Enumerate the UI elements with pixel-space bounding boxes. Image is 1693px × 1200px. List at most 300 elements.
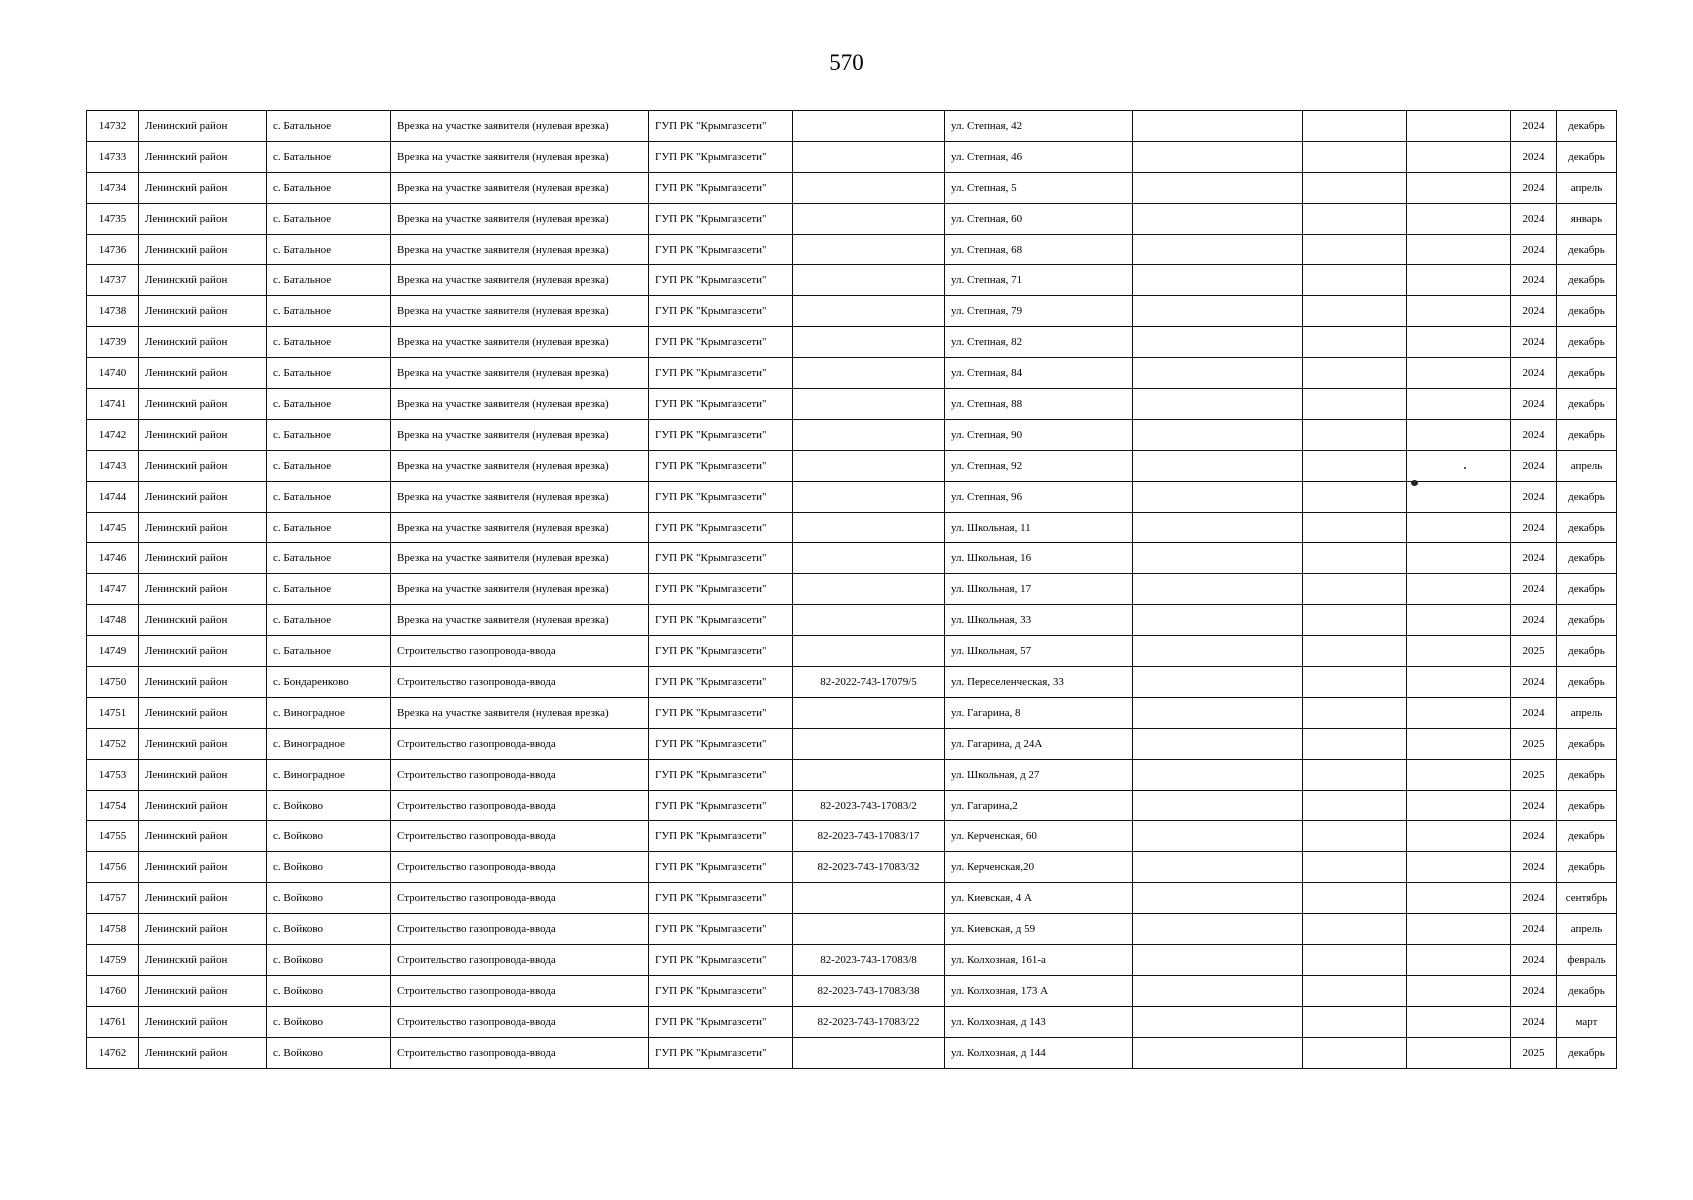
- cell-empty: [1407, 1037, 1511, 1068]
- cell-number: 14747: [87, 574, 139, 605]
- cell-district: Ленинский район: [139, 605, 267, 636]
- cell-registry-code: [793, 1037, 945, 1068]
- cell-work-type: Врезка на участке заявителя (нулевая врезка): [391, 543, 649, 574]
- cell-address: ул. Степная, 90: [945, 419, 1133, 450]
- cell-empty: [1133, 728, 1303, 759]
- cell-number: 14751: [87, 697, 139, 728]
- cell-number: 14760: [87, 975, 139, 1006]
- cell-empty: [1407, 265, 1511, 296]
- cell-district: Ленинский район: [139, 914, 267, 945]
- cell-empty: [1303, 358, 1407, 389]
- cell-empty: [1407, 543, 1511, 574]
- cell-empty: [1133, 512, 1303, 543]
- cell-registry-code: 82-2023-743-17083/38: [793, 975, 945, 1006]
- cell-address: ул. Школьная, 17: [945, 574, 1133, 605]
- cell-address: ул. Степная, 88: [945, 389, 1133, 420]
- cell-empty: [1303, 790, 1407, 821]
- cell-month: сентябрь: [1557, 883, 1617, 914]
- cell-month: декабрь: [1557, 605, 1617, 636]
- cell-district: Ленинский район: [139, 759, 267, 790]
- cell-organization: ГУП РК "Крымгазсети": [649, 914, 793, 945]
- cell-district: Ленинский район: [139, 852, 267, 883]
- cell-work-type: Строительство газопровода-ввода: [391, 945, 649, 976]
- cell-empty: [1407, 945, 1511, 976]
- cell-empty: [1407, 852, 1511, 883]
- cell-number: 14759: [87, 945, 139, 976]
- cell-empty: [1303, 728, 1407, 759]
- cell-empty: [1407, 914, 1511, 945]
- cell-empty: [1303, 327, 1407, 358]
- cell-number: 14733: [87, 141, 139, 172]
- cell-empty: [1133, 790, 1303, 821]
- cell-organization: ГУП РК "Крымгазсети": [649, 111, 793, 142]
- table-row: [87, 759, 1617, 790]
- cell-empty: [1407, 481, 1511, 512]
- cell-month: апрель: [1557, 172, 1617, 203]
- cell-number: 14761: [87, 1006, 139, 1037]
- cell-month: декабрь: [1557, 636, 1617, 667]
- cell-year: 2024: [1511, 975, 1557, 1006]
- cell-year: 2024: [1511, 790, 1557, 821]
- cell-month: декабрь: [1557, 358, 1617, 389]
- table-row: [87, 605, 1617, 636]
- cell-empty: [1133, 821, 1303, 852]
- page-number: 570: [829, 50, 864, 75]
- cell-address: ул. Степная, 60: [945, 203, 1133, 234]
- cell-empty: [1407, 1006, 1511, 1037]
- table-row: [87, 574, 1617, 605]
- cell-empty: [1303, 481, 1407, 512]
- cell-year: 2024: [1511, 914, 1557, 945]
- cell-district: Ленинский район: [139, 728, 267, 759]
- cell-number: 14740: [87, 358, 139, 389]
- cell-settlement: с. Войково: [267, 975, 391, 1006]
- cell-number: 14735: [87, 203, 139, 234]
- cell-empty: [1407, 450, 1511, 481]
- cell-work-type: Строительство газопровода-ввода: [391, 852, 649, 883]
- cell-month: декабрь: [1557, 1037, 1617, 1068]
- cell-address: ул. Киевская, д 59: [945, 914, 1133, 945]
- cell-registry-code: [793, 358, 945, 389]
- cell-number: 14734: [87, 172, 139, 203]
- cell-number: 14732: [87, 111, 139, 142]
- cell-year: 2024: [1511, 852, 1557, 883]
- cell-district: Ленинский район: [139, 975, 267, 1006]
- cell-year: 2025: [1511, 636, 1557, 667]
- cell-registry-code: [793, 296, 945, 327]
- cell-registry-code: [793, 141, 945, 172]
- table-row: [87, 203, 1617, 234]
- cell-number: 14762: [87, 1037, 139, 1068]
- cell-month: декабрь: [1557, 265, 1617, 296]
- cell-month: декабрь: [1557, 852, 1617, 883]
- cell-empty: [1303, 234, 1407, 265]
- cell-registry-code: [793, 419, 945, 450]
- cell-address: ул. Степная, 5: [945, 172, 1133, 203]
- cell-organization: ГУП РК "Крымгазсети": [649, 543, 793, 574]
- cell-year: 2025: [1511, 759, 1557, 790]
- cell-empty: [1407, 605, 1511, 636]
- cell-district: Ленинский район: [139, 327, 267, 358]
- cell-organization: ГУП РК "Крымгазсети": [649, 296, 793, 327]
- cell-settlement: с. Войково: [267, 790, 391, 821]
- table-row: [87, 419, 1617, 450]
- cell-organization: ГУП РК "Крымгазсети": [649, 327, 793, 358]
- cell-organization: ГУП РК "Крымгазсети": [649, 667, 793, 698]
- cell-registry-code: [793, 914, 945, 945]
- cell-district: Ленинский район: [139, 234, 267, 265]
- cell-month: январь: [1557, 203, 1617, 234]
- cell-empty: [1133, 543, 1303, 574]
- table-row: [87, 512, 1617, 543]
- cell-address: ул. Степная, 68: [945, 234, 1133, 265]
- cell-empty: [1133, 296, 1303, 327]
- cell-organization: ГУП РК "Крымгазсети": [649, 636, 793, 667]
- cell-month: март: [1557, 1006, 1617, 1037]
- cell-settlement: с. Батальное: [267, 512, 391, 543]
- cell-number: 14749: [87, 636, 139, 667]
- cell-district: Ленинский район: [139, 945, 267, 976]
- table-body: [87, 111, 1617, 1069]
- cell-address: ул. Школьная, 33: [945, 605, 1133, 636]
- cell-organization: ГУП РК "Крымгазсети": [649, 234, 793, 265]
- cell-work-type: Врезка на участке заявителя (нулевая врезка): [391, 141, 649, 172]
- cell-district: Ленинский район: [139, 574, 267, 605]
- cell-number: 14742: [87, 419, 139, 450]
- cell-month: декабрь: [1557, 296, 1617, 327]
- cell-settlement: с. Войково: [267, 852, 391, 883]
- cell-year: 2024: [1511, 574, 1557, 605]
- table-row: [87, 821, 1617, 852]
- cell-registry-code: 82-2023-743-17083/32: [793, 852, 945, 883]
- cell-settlement: с. Виноградное: [267, 728, 391, 759]
- cell-month: декабрь: [1557, 728, 1617, 759]
- cell-organization: ГУП РК "Крымгазсети": [649, 852, 793, 883]
- cell-district: Ленинский район: [139, 419, 267, 450]
- cell-settlement: с. Батальное: [267, 389, 391, 420]
- cell-empty: [1133, 234, 1303, 265]
- cell-work-type: Врезка на участке заявителя (нулевая врезка): [391, 389, 649, 420]
- cell-empty: [1407, 172, 1511, 203]
- cell-settlement: с. Батальное: [267, 419, 391, 450]
- table-row: [87, 852, 1617, 883]
- cell-settlement: с. Батальное: [267, 141, 391, 172]
- cell-month: декабрь: [1557, 790, 1617, 821]
- cell-registry-code: [793, 574, 945, 605]
- cell-district: Ленинский район: [139, 450, 267, 481]
- cell-year: 2024: [1511, 327, 1557, 358]
- cell-district: Ленинский район: [139, 636, 267, 667]
- cell-empty: [1303, 172, 1407, 203]
- cell-empty: [1133, 450, 1303, 481]
- cell-empty: [1407, 111, 1511, 142]
- cell-work-type: Строительство газопровода-ввода: [391, 975, 649, 1006]
- cell-address: ул. Степная, 96: [945, 481, 1133, 512]
- cell-number: 14748: [87, 605, 139, 636]
- cell-empty: [1303, 450, 1407, 481]
- cell-registry-code: [793, 327, 945, 358]
- cell-settlement: с. Батальное: [267, 543, 391, 574]
- cell-empty: [1407, 790, 1511, 821]
- cell-settlement: с. Виноградное: [267, 759, 391, 790]
- cell-work-type: Строительство газопровода-ввода: [391, 1006, 649, 1037]
- cell-empty: [1407, 203, 1511, 234]
- cell-empty: [1303, 265, 1407, 296]
- cell-empty: [1133, 172, 1303, 203]
- cell-organization: ГУП РК "Крымгазсети": [649, 821, 793, 852]
- cell-work-type: Врезка на участке заявителя (нулевая врезка): [391, 296, 649, 327]
- cell-registry-code: [793, 883, 945, 914]
- cell-empty: [1303, 512, 1407, 543]
- cell-month: декабрь: [1557, 759, 1617, 790]
- cell-settlement: с. Батальное: [267, 111, 391, 142]
- cell-year: 2024: [1511, 697, 1557, 728]
- cell-address: ул. Колхозная, 173 А: [945, 975, 1133, 1006]
- table-row: [87, 1037, 1617, 1068]
- cell-registry-code: [793, 605, 945, 636]
- cell-year: 2024: [1511, 883, 1557, 914]
- cell-registry-code: 82-2022-743-17079/5: [793, 667, 945, 698]
- cell-settlement: с. Батальное: [267, 574, 391, 605]
- table-row: [87, 883, 1617, 914]
- cell-empty: [1407, 697, 1511, 728]
- cell-empty: [1133, 358, 1303, 389]
- cell-district: Ленинский район: [139, 111, 267, 142]
- cell-settlement: с. Батальное: [267, 234, 391, 265]
- cell-address: ул. Школьная, 16: [945, 543, 1133, 574]
- cell-number: 14752: [87, 728, 139, 759]
- cell-work-type: Врезка на участке заявителя (нулевая врезка): [391, 203, 649, 234]
- cell-district: Ленинский район: [139, 883, 267, 914]
- cell-empty: [1133, 265, 1303, 296]
- cell-year: 2024: [1511, 111, 1557, 142]
- cell-work-type: Врезка на участке заявителя (нулевая врезка): [391, 358, 649, 389]
- cell-empty: [1303, 759, 1407, 790]
- cell-empty: [1407, 574, 1511, 605]
- cell-address: ул. Степная, 71: [945, 265, 1133, 296]
- cell-organization: ГУП РК "Крымгазсети": [649, 481, 793, 512]
- cell-month: апрель: [1557, 914, 1617, 945]
- cell-number: 14737: [87, 265, 139, 296]
- cell-empty: [1133, 1037, 1303, 1068]
- cell-empty: [1303, 543, 1407, 574]
- cell-registry-code: [793, 203, 945, 234]
- cell-address: ул. Колхозная, д 143: [945, 1006, 1133, 1037]
- cell-month: декабрь: [1557, 574, 1617, 605]
- cell-number: 14756: [87, 852, 139, 883]
- cell-empty: [1407, 883, 1511, 914]
- cell-empty: [1407, 821, 1511, 852]
- cell-month: декабрь: [1557, 821, 1617, 852]
- cell-organization: ГУП РК "Крымгазсети": [649, 419, 793, 450]
- cell-empty: [1133, 1006, 1303, 1037]
- cell-work-type: Врезка на участке заявителя (нулевая врезка): [391, 512, 649, 543]
- cell-empty: [1133, 605, 1303, 636]
- table-row: [87, 481, 1617, 512]
- table-row: [87, 1006, 1617, 1037]
- table-row: [87, 111, 1617, 142]
- cell-empty: [1407, 975, 1511, 1006]
- cell-empty: [1133, 667, 1303, 698]
- cell-year: 2024: [1511, 234, 1557, 265]
- cell-registry-code: [793, 389, 945, 420]
- cell-registry-code: [793, 172, 945, 203]
- table-row: [87, 327, 1617, 358]
- cell-address: ул. Степная, 84: [945, 358, 1133, 389]
- cell-empty: [1407, 636, 1511, 667]
- table-row: [87, 141, 1617, 172]
- cell-number: 14738: [87, 296, 139, 327]
- cell-empty: [1303, 883, 1407, 914]
- cell-settlement: с. Батальное: [267, 358, 391, 389]
- cell-organization: ГУП РК "Крымгазсети": [649, 759, 793, 790]
- cell-empty: [1303, 389, 1407, 420]
- cell-work-type: Строительство газопровода-ввода: [391, 790, 649, 821]
- cell-year: 2024: [1511, 172, 1557, 203]
- table-row: [87, 945, 1617, 976]
- cell-address: ул. Школьная, 57: [945, 636, 1133, 667]
- cell-work-type: Врезка на участке заявителя (нулевая врезка): [391, 234, 649, 265]
- register-table: [86, 110, 1617, 1069]
- cell-registry-code: [793, 543, 945, 574]
- cell-district: Ленинский район: [139, 667, 267, 698]
- cell-empty: [1303, 574, 1407, 605]
- scan-speck: [1464, 467, 1466, 469]
- cell-month: декабрь: [1557, 667, 1617, 698]
- cell-registry-code: [793, 759, 945, 790]
- cell-empty: [1133, 883, 1303, 914]
- cell-address: ул. Керченская,20: [945, 852, 1133, 883]
- cell-empty: [1407, 141, 1511, 172]
- cell-organization: ГУП РК "Крымгазсети": [649, 697, 793, 728]
- cell-registry-code: [793, 481, 945, 512]
- cell-empty: [1133, 759, 1303, 790]
- cell-settlement: с. Батальное: [267, 605, 391, 636]
- table-row: [87, 389, 1617, 420]
- cell-settlement: с. Батальное: [267, 450, 391, 481]
- cell-empty: [1407, 512, 1511, 543]
- table-row: [87, 667, 1617, 698]
- cell-number: 14745: [87, 512, 139, 543]
- table-row: [87, 543, 1617, 574]
- cell-district: Ленинский район: [139, 821, 267, 852]
- cell-address: ул. Гагарина, 8: [945, 697, 1133, 728]
- cell-year: 2024: [1511, 821, 1557, 852]
- cell-month: декабрь: [1557, 389, 1617, 420]
- cell-month: декабрь: [1557, 327, 1617, 358]
- cell-organization: ГУП РК "Крымгазсети": [649, 605, 793, 636]
- cell-settlement: с. Батальное: [267, 481, 391, 512]
- cell-month: апрель: [1557, 450, 1617, 481]
- cell-empty: [1407, 759, 1511, 790]
- cell-address: ул. Степная, 82: [945, 327, 1133, 358]
- cell-year: 2024: [1511, 296, 1557, 327]
- cell-organization: ГУП РК "Крымгазсети": [649, 883, 793, 914]
- cell-year: 2024: [1511, 203, 1557, 234]
- cell-settlement: с. Войково: [267, 1037, 391, 1068]
- cell-year: 2024: [1511, 419, 1557, 450]
- cell-settlement: с. Войково: [267, 821, 391, 852]
- cell-work-type: Строительство газопровода-ввода: [391, 636, 649, 667]
- cell-empty: [1407, 389, 1511, 420]
- cell-month: февраль: [1557, 945, 1617, 976]
- cell-empty: [1133, 389, 1303, 420]
- cell-settlement: с. Батальное: [267, 265, 391, 296]
- cell-address: ул. Степная, 42: [945, 111, 1133, 142]
- cell-organization: ГУП РК "Крымгазсети": [649, 728, 793, 759]
- cell-settlement: с. Войково: [267, 945, 391, 976]
- table-row: [87, 975, 1617, 1006]
- cell-year: 2024: [1511, 512, 1557, 543]
- cell-organization: ГУП РК "Крымгазсети": [649, 358, 793, 389]
- table-row: [87, 234, 1617, 265]
- cell-empty: [1303, 111, 1407, 142]
- cell-organization: ГУП РК "Крымгазсети": [649, 574, 793, 605]
- cell-organization: ГУП РК "Крымгазсети": [649, 945, 793, 976]
- table-row: [87, 450, 1617, 481]
- cell-year: 2025: [1511, 728, 1557, 759]
- table-row: [87, 914, 1617, 945]
- cell-address: ул. Школьная, 11: [945, 512, 1133, 543]
- cell-work-type: Строительство газопровода-ввода: [391, 759, 649, 790]
- cell-year: 2024: [1511, 265, 1557, 296]
- cell-work-type: Строительство газопровода-ввода: [391, 914, 649, 945]
- table-row: [87, 265, 1617, 296]
- table-row: [87, 358, 1617, 389]
- cell-work-type: Врезка на участке заявителя (нулевая врезка): [391, 574, 649, 605]
- cell-registry-code: [793, 450, 945, 481]
- cell-registry-code: [793, 512, 945, 543]
- cell-work-type: Врезка на участке заявителя (нулевая врезка): [391, 481, 649, 512]
- cell-empty: [1303, 141, 1407, 172]
- cell-empty: [1303, 605, 1407, 636]
- cell-organization: ГУП РК "Крымгазсети": [649, 141, 793, 172]
- cell-month: декабрь: [1557, 419, 1617, 450]
- cell-empty: [1303, 914, 1407, 945]
- cell-address: ул. Керченская, 60: [945, 821, 1133, 852]
- cell-work-type: Врезка на участке заявителя (нулевая врезка): [391, 697, 649, 728]
- cell-empty: [1133, 697, 1303, 728]
- cell-month: декабрь: [1557, 141, 1617, 172]
- cell-organization: ГУП РК "Крымгазсети": [649, 512, 793, 543]
- cell-year: 2025: [1511, 1037, 1557, 1068]
- cell-address: ул. Степная, 79: [945, 296, 1133, 327]
- cell-registry-code: [793, 265, 945, 296]
- cell-district: Ленинский район: [139, 790, 267, 821]
- cell-district: Ленинский район: [139, 265, 267, 296]
- cell-work-type: Врезка на участке заявителя (нулевая врезка): [391, 605, 649, 636]
- cell-empty: [1303, 1037, 1407, 1068]
- table-row: [87, 790, 1617, 821]
- cell-settlement: с. Батальное: [267, 636, 391, 667]
- cell-settlement: с. Бондаренково: [267, 667, 391, 698]
- cell-year: 2024: [1511, 945, 1557, 976]
- cell-month: декабрь: [1557, 512, 1617, 543]
- cell-work-type: Строительство газопровода-ввода: [391, 1037, 649, 1068]
- cell-district: Ленинский район: [139, 203, 267, 234]
- cell-registry-code: [793, 234, 945, 265]
- cell-number: 14754: [87, 790, 139, 821]
- cell-empty: [1133, 327, 1303, 358]
- cell-address: ул. Гагарина,2: [945, 790, 1133, 821]
- cell-address: ул. Степная, 92: [945, 450, 1133, 481]
- cell-address: ул. Степная, 46: [945, 141, 1133, 172]
- cell-empty: [1407, 358, 1511, 389]
- cell-organization: ГУП РК "Крымгазсети": [649, 975, 793, 1006]
- cell-settlement: с. Войково: [267, 883, 391, 914]
- cell-district: Ленинский район: [139, 543, 267, 574]
- cell-empty: [1133, 574, 1303, 605]
